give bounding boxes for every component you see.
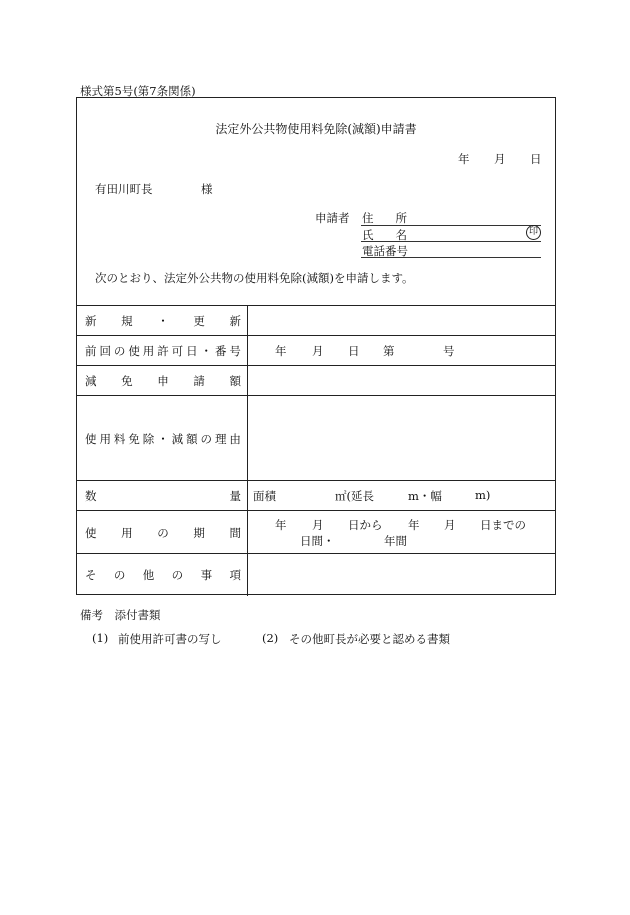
applicant-label: 申請者	[315, 211, 350, 225]
period-from-year: 年	[275, 518, 287, 532]
notes-title: 備考 添付書類	[80, 608, 161, 622]
application-form	[76, 97, 556, 595]
row-divider	[77, 335, 555, 336]
period-from-day: 日から	[348, 518, 383, 532]
name-underline	[361, 241, 541, 242]
row-divider	[77, 510, 555, 511]
label-other-matters: そ の 他 の 事 項	[85, 568, 241, 582]
period-from-month: 月	[312, 518, 324, 532]
form-title: 法定外公共物使用料免除(減額)申請書	[215, 122, 417, 136]
seal-mark: 印	[526, 225, 541, 240]
date-month: 月	[494, 152, 506, 166]
label-exemption-reason: 使 用 料 免 除 ・ 減 額 の 理 由	[85, 432, 241, 446]
quantity-sqm-length: ㎡(延長	[335, 489, 374, 503]
phone-underline	[361, 257, 541, 258]
label-previous-permit: 前 回 の 使 用 許 可 日 ・ 番 号	[85, 344, 241, 358]
quantity-close: m)	[475, 488, 491, 502]
application-statement: 次のとおり、法定外公共物の使用料免除(減額)を申請します。	[95, 271, 414, 285]
label-new-renewal: 新 規 ・ 更 新	[85, 314, 241, 328]
address-underline	[361, 225, 541, 226]
prev-permit-go: 号	[443, 344, 455, 358]
period-years: 年間	[384, 534, 407, 548]
applicant-phone-label: 電話番号	[362, 244, 408, 258]
date-year: 年	[458, 152, 470, 166]
period-to-day: 日までの	[480, 518, 526, 532]
row-divider	[77, 395, 555, 396]
quantity-width: m・幅	[408, 489, 442, 503]
period-to-year: 年	[408, 518, 420, 532]
date-day: 日	[530, 152, 542, 166]
row-divider	[77, 480, 555, 481]
note-item-1: 前使用許可書の写し	[118, 632, 222, 646]
label-quantity: 数 量	[85, 489, 241, 503]
note-item-2: その他町長が必要と認める書類	[289, 632, 450, 646]
addressee-honorific: 様	[201, 182, 213, 196]
addressee-name: 有田川町長	[95, 182, 153, 196]
applicant-name-label: 氏 名	[362, 228, 407, 242]
label-usage-period: 使 用 の 期 間	[85, 526, 241, 540]
period-days: 日間・	[300, 534, 335, 548]
period-to-month: 月	[444, 518, 456, 532]
table-top-line	[77, 305, 555, 306]
row-divider	[77, 553, 555, 554]
prev-permit-no: 第	[383, 344, 395, 358]
label-reduction-amount: 減 免 申 請 額	[85, 374, 241, 388]
applicant-address-label: 住 所	[362, 211, 407, 225]
row-divider	[77, 365, 555, 366]
note-item-1-number: (1)	[92, 631, 109, 645]
prev-permit-year: 年	[275, 344, 287, 358]
form-reference: 様式第5号(第7条関係)	[80, 84, 196, 98]
note-item-2-number: (2)	[262, 631, 279, 645]
prev-permit-day: 日	[348, 344, 360, 358]
prev-permit-month: 月	[312, 344, 324, 358]
quantity-area: 面積	[253, 489, 276, 503]
column-divider	[247, 305, 248, 596]
